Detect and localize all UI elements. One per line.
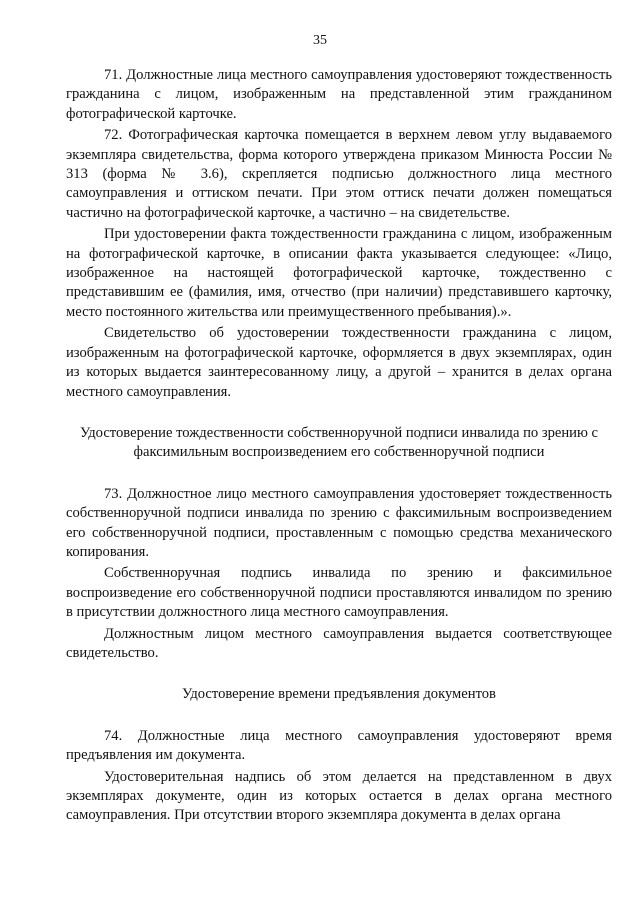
- paragraph-72: 72. Фотографическая карточка помещается в верхнем левом углу выдаваемого экземпляра свидетельства, форма которого утверждена приказом Минюста России № 313 (форма № 3.6), скрепляется подписью должностного лица местного самоуправления и оттиском печати. При этом оттиск печати должен помещаться частично на фотографической карточке, а частично – на свидетельстве.: [66, 127, 612, 221]
- paragraph-identity-description: При удостоверении факта тождественности гражданина с лицом, изображенным на фотографической карточке, в описании факта указывается следующее: «Лицо, изображенное на настоящей фотографической карточке, тождественно с представившим ее (фамилия, имя, отчество (при наличии) представившего карточку, место постоянного жительства или преимущественного пребывания).».: [66, 226, 612, 320]
- paragraph-74: 74. Должностные лица местного самоуправления удостоверяют время предъявления им документа.: [66, 727, 612, 764]
- page-number: 35: [313, 33, 327, 48]
- paragraph-certificate-copies: Свидетельство об удостоверении тождественности гражданина с лицом, изображенным на фотографической карточке, оформляется в двух экземплярах, один из которых выдается заинтересованному лицу, а другой – хранится в делах органа местного самоуправления.: [66, 325, 612, 400]
- paragraph-signature-presence: Собственноручная подпись инвалида по зрению и факсимильное воспроизведение его собственноручной подписи проставляются инвалидом по зрению в присутствии должностного лица местного самоуправления.: [66, 565, 612, 621]
- document-body: [66, 66, 612, 826]
- paragraph-certification-inscription: Удостоверительная надпись об этом делается на представленном в двух экземплярах документе, один из которых остается в делах органа местного самоуправления. При отсутствии второго экземпляра документа в делах органа: [66, 768, 612, 824]
- section-heading-signature: Удостоверение тождественности собственноручной подписи инвалида по зрению с факсимильным воспроизведением его собственноручной подписи: [79, 424, 599, 461]
- section-heading-presentation-time: Удостоверение времени предъявления документов: [182, 686, 496, 703]
- paragraph-certificate-issued: Должностным лицом местного самоуправления выдается соответствующее свидетельство.: [66, 625, 612, 661]
- paragraph-73: 73. Должностное лицо местного самоуправления удостоверяет тождественность собственноручной подписи инвалида по зрению с факсимильным воспроизведением его собственноручной подписи, проставленным с помощью средства механического копирования.: [66, 485, 612, 560]
- paragraph-71: 71. Должностные лица местного самоуправления удостоверяют тождественность гражданина с лицом, изображенным на представленной этим гражданином фотографической карточке.: [66, 67, 612, 122]
